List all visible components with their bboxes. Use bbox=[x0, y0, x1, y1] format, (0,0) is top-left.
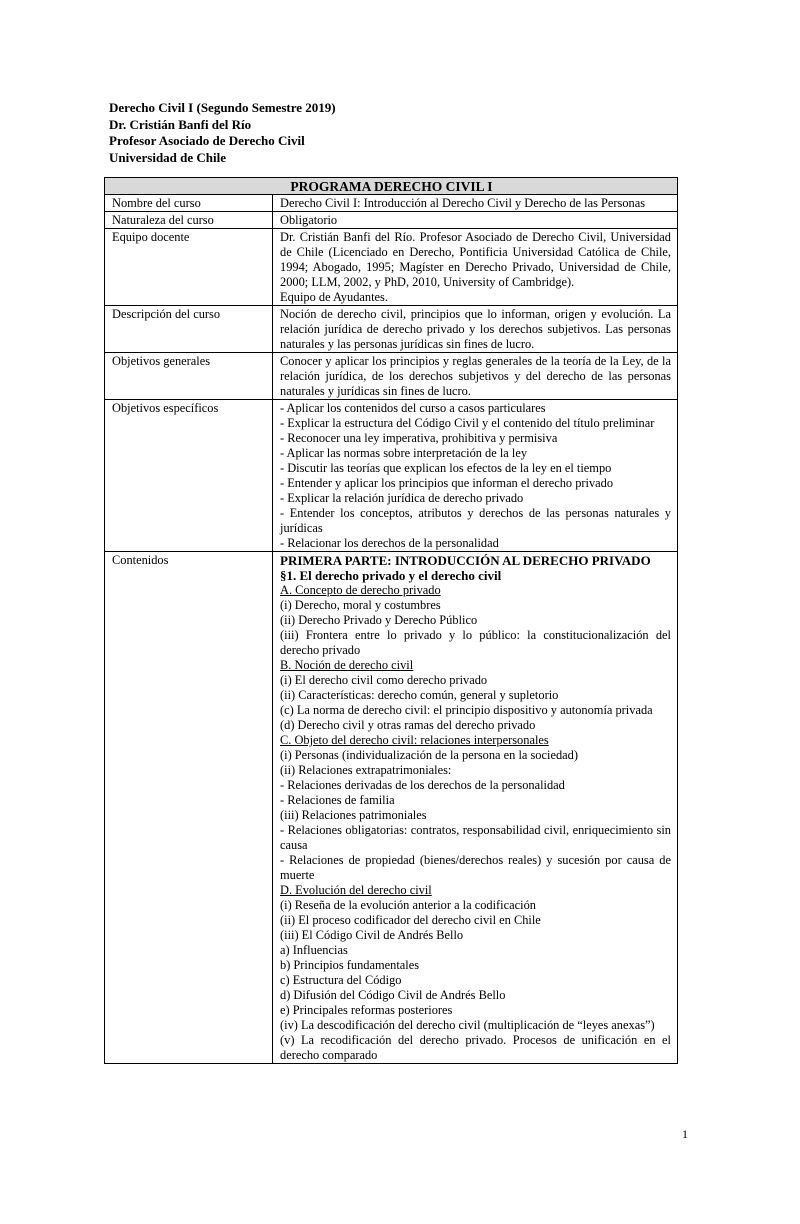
teaching-team-cell bbox=[273, 229, 678, 306]
list-item: - Explicar la estructura del Código Civil y el contenido del título preliminar bbox=[280, 416, 655, 430]
subsection-heading: C. Objeto del derecho civil: relaciones interpersonales bbox=[280, 733, 549, 747]
list-item: (v) La recodificación del derecho privado. Procesos de unificación en el derecho comparado bbox=[280, 1033, 671, 1062]
table-row bbox=[105, 212, 678, 229]
list-item: (i) Reseña de la evolución anterior a la codificación bbox=[280, 898, 536, 912]
list-item: c) Estructura del Código bbox=[280, 973, 402, 987]
list-item: d) Difusión del Código Civil de Andrés Bello bbox=[280, 988, 506, 1002]
list-item: (i) Derecho, moral y costumbres bbox=[280, 598, 441, 612]
section-heading: §1. El derecho privado y el derecho civil bbox=[280, 568, 502, 583]
list-item: (ii) Relaciones extrapatrimoniales: bbox=[280, 763, 452, 777]
list-item: - Relaciones de propiedad (bienes/derechos reales) y sucesión por causa de muerte bbox=[280, 853, 671, 882]
subsection-heading: A. Concepto de derecho privado bbox=[280, 583, 441, 597]
teaching-assistants: Equipo de Ayudantes. bbox=[280, 290, 388, 304]
course-title: Derecho Civil I (Segundo Semestre 2019) bbox=[109, 100, 336, 115]
row-label: Contenidos bbox=[105, 552, 273, 1064]
course-description-value: Noción de derecho civil, principios que lo informan, origen y evolución. La relación jurídica de derecho privado y los derechos subjetivos. Las personas naturales y las personas jurídicas sin fines de lucro. bbox=[273, 306, 678, 353]
professor-position: Profesor Asociado de Derecho Civil bbox=[109, 133, 305, 148]
teaching-team-value: Dr. Cristián Banfi del Río. Profesor Asociado de Derecho Civil, Universidad de Chile (Licenciado en Derecho, Pontificia Universidad Católica de Chile, 1994; Abogado, 1995; Magíster en Derecho Privado, Universidad de Chile, 2000; LLM, 2002, y PhD, 2010, University of Cambridge). bbox=[280, 230, 671, 289]
page-number: 1 bbox=[682, 1127, 688, 1141]
list-item: - Relacionar los derechos de la personalidad bbox=[280, 536, 499, 550]
table-title: PROGRAMA DERECHO CIVIL I bbox=[105, 178, 678, 195]
list-item: (i) Personas (individualización de la persona en la sociedad) bbox=[280, 748, 578, 762]
table-row bbox=[105, 195, 678, 212]
row-label: Descripción del curso bbox=[105, 306, 273, 353]
list-item: - Relaciones derivadas de los derechos de la personalidad bbox=[280, 778, 565, 792]
list-item: - Relaciones de familia bbox=[280, 793, 395, 807]
row-label: Nombre del curso bbox=[105, 195, 273, 212]
list-item: (c) La norma de derecho civil: el principio dispositivo y autonomía privada bbox=[280, 703, 653, 717]
table-title-row bbox=[105, 178, 678, 195]
list-item: (iii) El Código Civil de Andrés Bello bbox=[280, 928, 464, 942]
specific-objectives-cell bbox=[273, 400, 678, 552]
list-item: (d) Derecho civil y otras ramas del derecho privado bbox=[280, 718, 536, 732]
table-row bbox=[105, 400, 678, 552]
list-item: (iii) Relaciones patrimoniales bbox=[280, 808, 427, 822]
list-item: - Aplicar las normas sobre interpretación de la ley bbox=[280, 446, 528, 460]
document-header bbox=[109, 100, 336, 166]
list-item: - Entender y aplicar los principios que informan el derecho privado bbox=[280, 476, 614, 490]
course-nature-value: Obligatorio bbox=[273, 212, 678, 229]
row-label: Objetivos generales bbox=[105, 353, 273, 400]
list-item: - Entender los conceptos, atributos y derechos de las personas naturales y jurídicas bbox=[280, 506, 671, 535]
course-name-value: Derecho Civil I: Introducción al Derecho Civil y Derecho de las Personas bbox=[273, 195, 678, 212]
list-item: - Aplicar los contenidos del curso a casos particulares bbox=[280, 401, 546, 415]
subsection-heading: B. Noción de derecho civil bbox=[280, 658, 414, 672]
row-label: Objetivos específicos bbox=[105, 400, 273, 552]
list-item: (iv) La descodificación del derecho civil (multiplicación de “leyes anexas”) bbox=[280, 1018, 655, 1032]
list-item: e) Principales reformas posteriores bbox=[280, 1003, 453, 1017]
university-name: Universidad de Chile bbox=[109, 149, 227, 165]
professor-name: Dr. Cristián Banfi del Río bbox=[109, 116, 252, 132]
list-item: (i) El derecho civil como derecho privado bbox=[280, 673, 488, 687]
table-row bbox=[105, 353, 678, 400]
table-row bbox=[105, 552, 678, 1064]
row-label: Equipo docente bbox=[105, 229, 273, 306]
general-objectives-value: Conocer y aplicar los principios y reglas generales de la teoría de la Ley, de la relación jurídica, de los derechos subjetivos y del derecho de las personas naturales y jurídicas sin fines de lucro. bbox=[273, 353, 678, 400]
list-item: - Discutir las teorías que explican los efectos de la ley en el tiempo bbox=[280, 461, 612, 475]
list-item: - Explicar la relación jurídica de derecho privado bbox=[280, 491, 524, 505]
list-item: a) Influencias bbox=[280, 943, 348, 957]
list-item: (ii) Derecho Privado y Derecho Público bbox=[280, 613, 478, 627]
list-item: - Reconocer una ley imperativa, prohibitiva y permisiva bbox=[280, 431, 558, 445]
list-item: (ii) El proceso codificador del derecho civil en Chile bbox=[280, 913, 541, 927]
list-item: b) Principios fundamentales bbox=[280, 958, 420, 972]
list-item: (ii) Características: derecho común, general y supletorio bbox=[280, 688, 559, 702]
table-row bbox=[105, 229, 678, 306]
list-item: (iii) Frontera entre lo privado y lo público: la constitucionalización del derecho privado bbox=[280, 628, 671, 657]
contents-cell bbox=[273, 552, 678, 1064]
subsection-heading: D. Evolución del derecho civil bbox=[280, 883, 432, 897]
table-row bbox=[105, 306, 678, 353]
row-label: Naturaleza del curso bbox=[105, 212, 273, 229]
list-item: - Relaciones obligatorias: contratos, responsabilidad civil, enriquecimiento sin causa bbox=[280, 823, 671, 852]
program-table bbox=[104, 177, 678, 1064]
part-heading: PRIMERA PARTE: INTRODUCCIÓN AL DERECHO PRIVADO bbox=[280, 553, 651, 568]
